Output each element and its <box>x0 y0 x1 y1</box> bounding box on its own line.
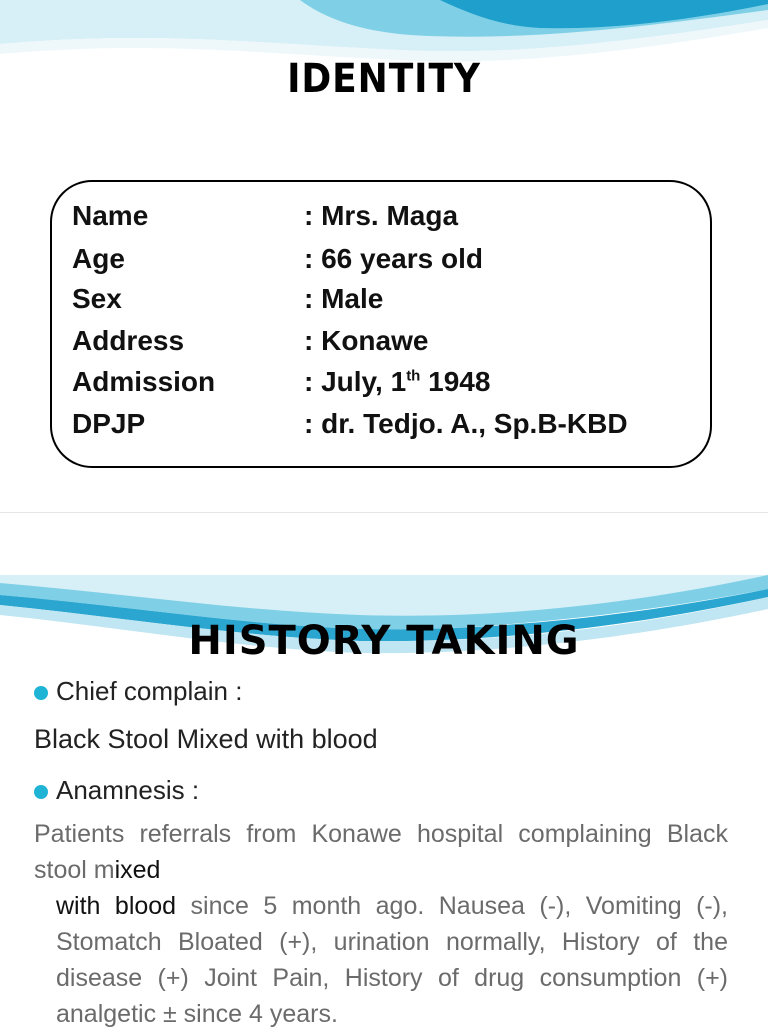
anamnesis-paragraph <box>34 816 728 1032</box>
identity-label: Age <box>72 243 125 274</box>
bullet-dot-icon <box>34 785 48 799</box>
admission-date-pre: : July, 1 <box>304 366 407 397</box>
identity-label: DPJP <box>72 408 146 439</box>
identity-value: : dr. Tedjo. A., Sp.B-KBD <box>304 408 628 439</box>
identity-label: Name <box>72 200 149 231</box>
chief-complaint-label: Chief complain : <box>56 676 243 706</box>
paragraph-part-3: with blood <box>56 892 177 920</box>
paragraph-part-1: Patients referrals from Konawe hospital complaining Black stool m <box>34 820 728 884</box>
admission-date-sup: th <box>406 367 421 385</box>
identity-value: : Konawe <box>304 325 429 356</box>
identity-label: Admission <box>72 366 216 397</box>
paragraph-part-4: since 5 month ago. Nausea (-), Vomiting (-), Stomatch Bloated (+), urination normally, History of the disease (+) Joint Pain, History of drug consumption (+) analgetic ± since 4 years. <box>56 892 729 1028</box>
identity-label: Address <box>72 325 185 356</box>
identity-label: Sex <box>72 283 122 314</box>
slide-title: IDENTITY <box>287 56 481 102</box>
identity-value: : 66 years old <box>304 243 483 274</box>
chief-complaint-bullet <box>34 676 242 707</box>
identity-slide <box>0 0 768 512</box>
paragraph-part-2: ixed <box>114 856 161 884</box>
admission-date-post: 1948 <box>420 366 491 397</box>
identity-value <box>304 366 490 398</box>
bullet-dot-icon <box>34 686 48 700</box>
anamnesis-label: Anamnesis : <box>56 775 200 805</box>
anamnesis-bullet <box>34 775 199 806</box>
chief-complaint-text: Black Stool Mixed with blood <box>34 724 378 754</box>
identity-value: : Male <box>304 283 384 314</box>
slide-title: HISTORY TAKING <box>188 618 580 664</box>
identity-value: : Mrs. Maga <box>304 200 459 231</box>
